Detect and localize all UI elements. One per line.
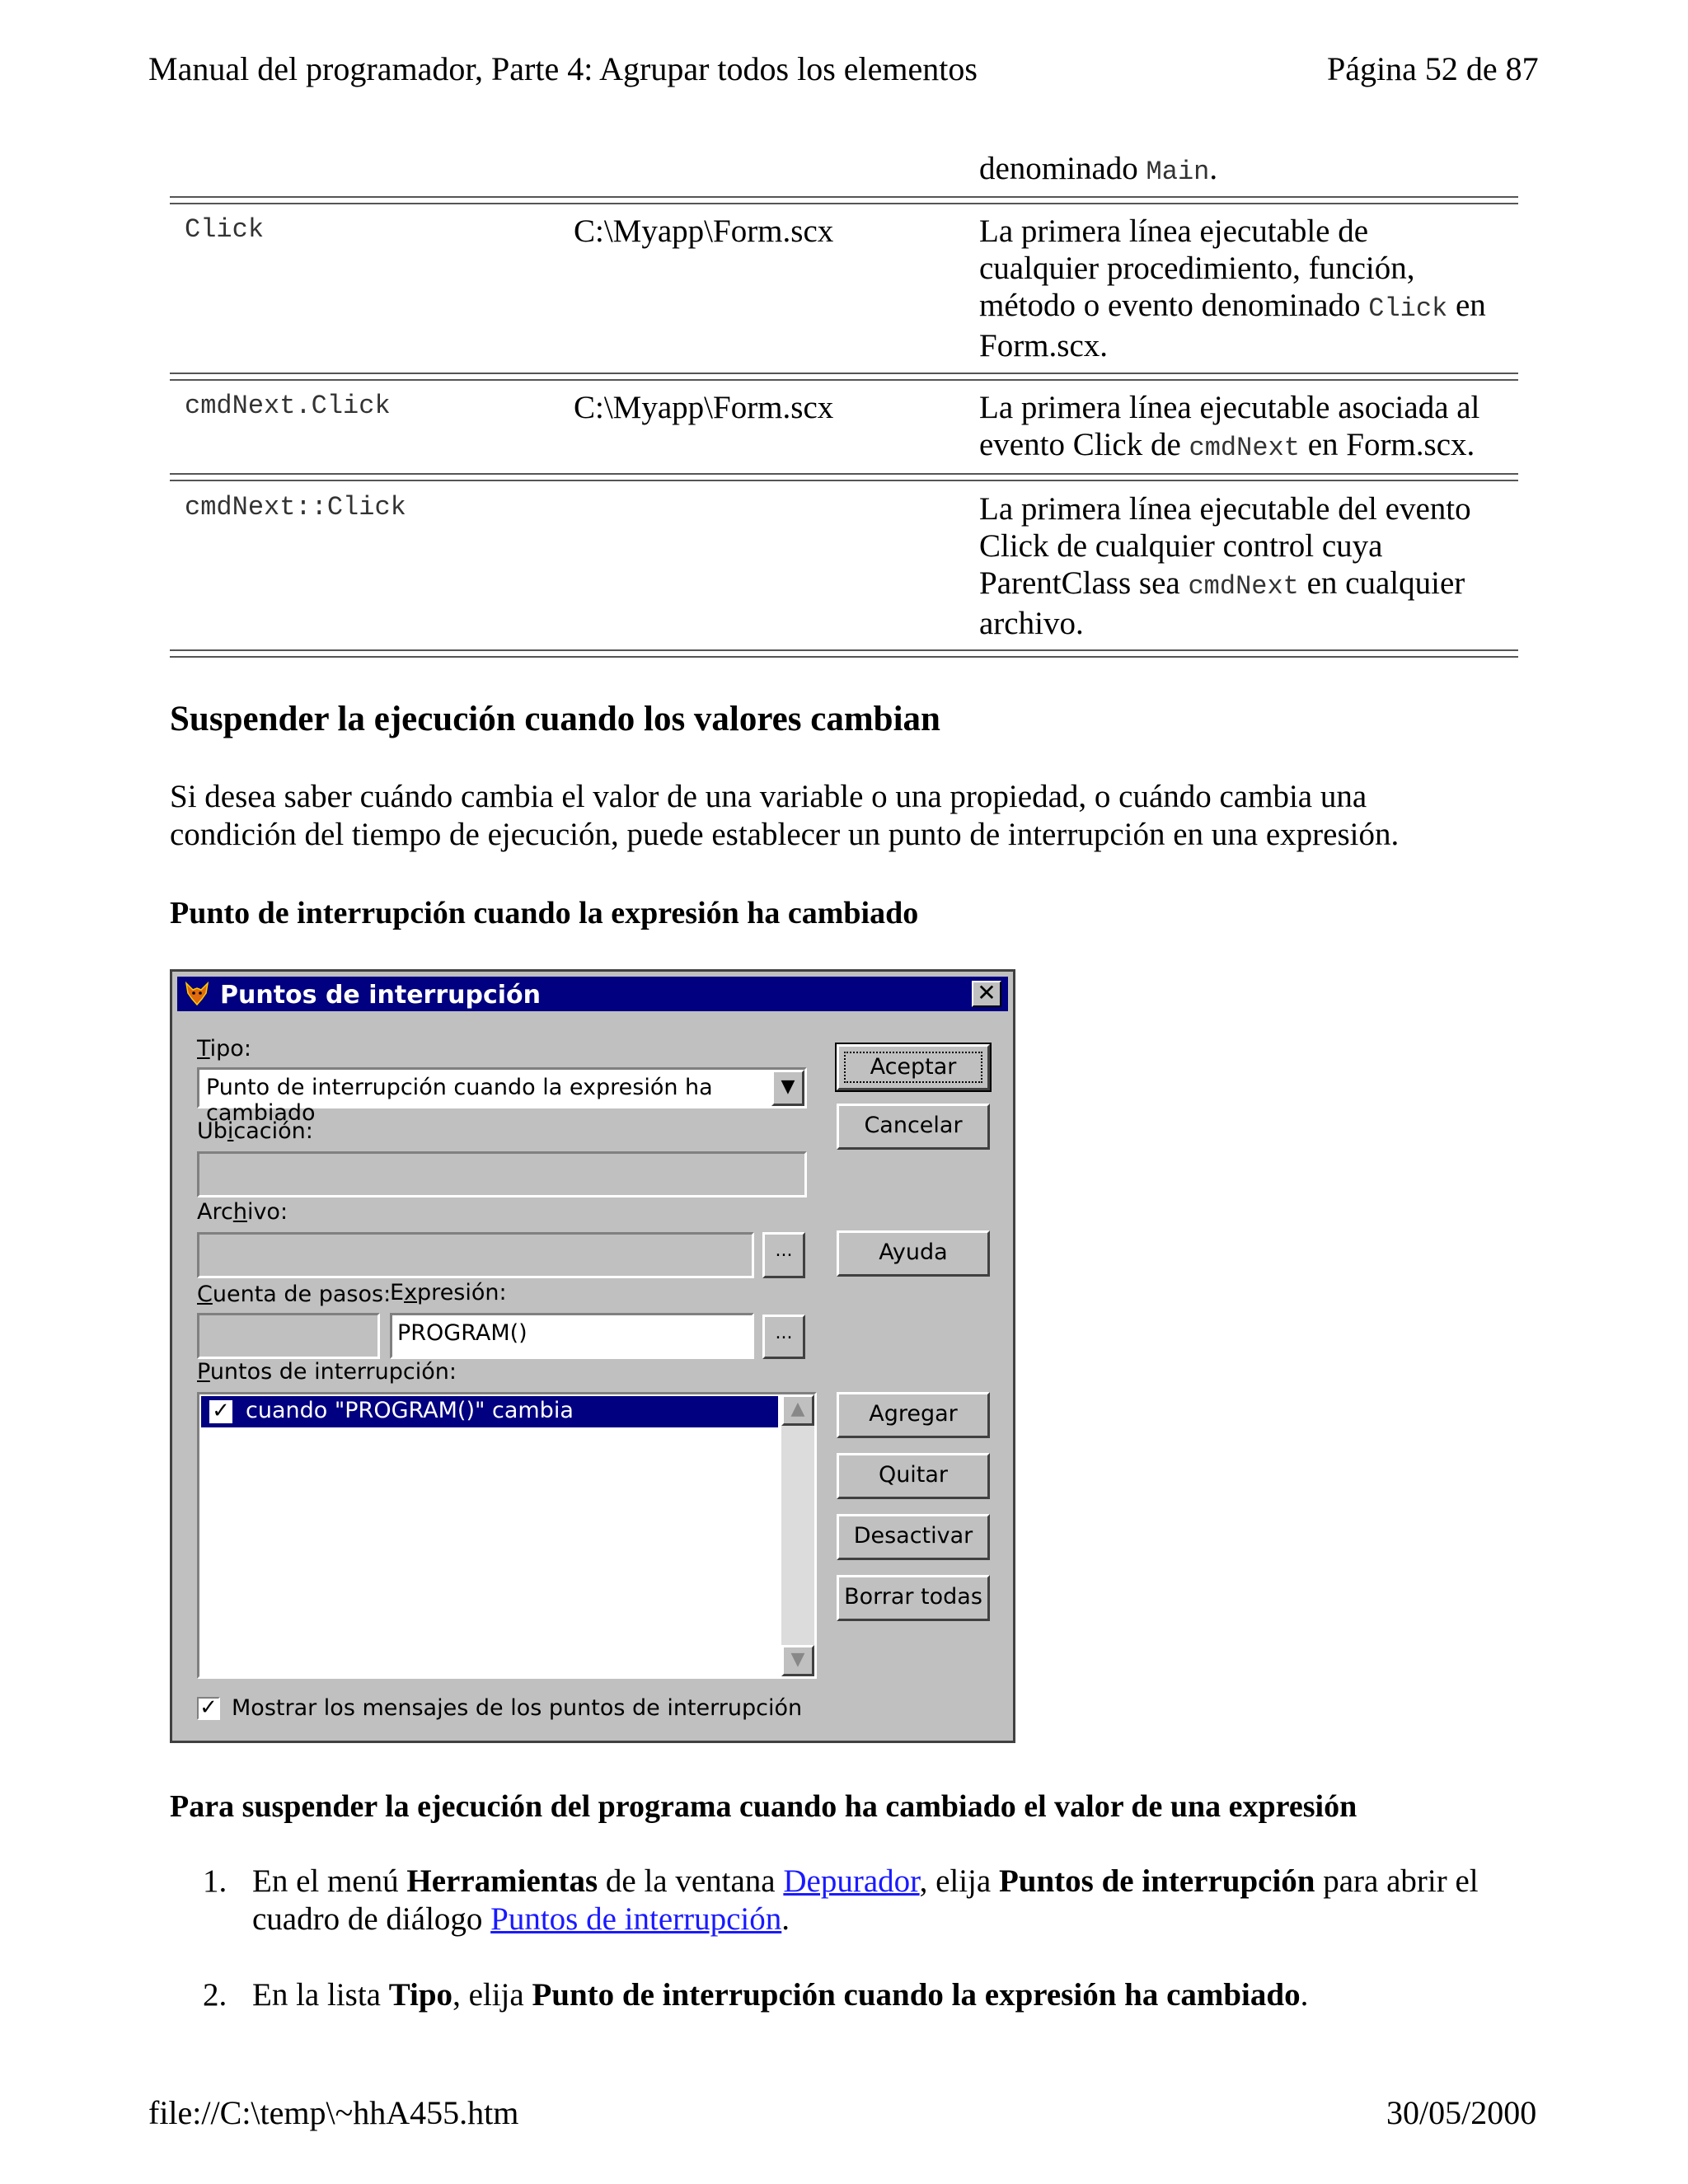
chevron-down-icon[interactable]: ▼ xyxy=(771,1070,804,1106)
table-top-desc: denominado Main. xyxy=(979,151,1218,187)
table-cell-name: cmdNext::Click xyxy=(185,492,406,523)
table-cell-file: C:\Myapp\Form.scx xyxy=(574,390,834,425)
ayuda-button[interactable]: Ayuda xyxy=(837,1230,990,1277)
expresion-label: Expresión: xyxy=(390,1280,507,1305)
dialog-title: Puntos de interrupción xyxy=(220,981,542,1010)
scroll-down-icon[interactable]: ▼ xyxy=(781,1645,814,1676)
list-item-checkbox[interactable]: ✓ xyxy=(209,1400,232,1423)
cancelar-button[interactable]: Cancelar xyxy=(837,1104,990,1150)
table-divider xyxy=(170,473,1518,481)
table-cell-name: Click xyxy=(185,214,265,245)
table-cell-desc: La primera línea ejecutable de cualquier procedimiento, función, método o evento denominado Click en Form.scx. xyxy=(979,213,1486,363)
scroll-up-icon[interactable]: ▲ xyxy=(781,1394,814,1426)
show-messages-checkbox[interactable]: ✓ xyxy=(197,1697,220,1720)
archivo-label: Archivo: xyxy=(197,1199,288,1225)
breakpoints-list[interactable] xyxy=(197,1392,817,1679)
archivo-browse-button[interactable]: ... xyxy=(762,1232,805,1278)
expresion-value: PROGRAM() xyxy=(397,1320,528,1346)
ubicacion-label: Ubicación: xyxy=(197,1118,313,1144)
puntos-interrupcion-link[interactable]: Puntos de interrupción xyxy=(490,1901,782,1937)
fox-icon xyxy=(184,981,210,1007)
table-divider xyxy=(170,649,1518,658)
table-cell-file: C:\Myapp\Form.scx xyxy=(574,213,834,249)
archivo-field[interactable] xyxy=(197,1232,754,1278)
table-cell-name: cmdNext.Click xyxy=(185,391,391,421)
expresion-builder-button[interactable]: ... xyxy=(762,1315,805,1359)
table-cell-desc: La primera línea ejecutable del evento Click de cualquier control cuya ParentClass sea cmdNext en cualquier archivo. xyxy=(979,491,1471,641)
list-item-label: cuando "PROGRAM()" cambia xyxy=(246,1398,574,1423)
footer-path: file://C:\temp\~hhA455.htm xyxy=(148,2094,519,2131)
aceptar-button[interactable]: Aceptar xyxy=(837,1044,990,1090)
section-paragraph: Si desea saber cuándo cambia el valor de una variable o una propiedad, o cuándo cambia una condición del tiempo de ejecución, puede establecer un punto de interrupción en una expresión. xyxy=(170,779,1400,852)
list-scrollbar[interactable] xyxy=(781,1394,814,1676)
depurador-link[interactable]: Depurador xyxy=(783,1863,920,1899)
procedure-heading: Para suspender la ejecución del programa cuando ha cambiado el valor de una expresión xyxy=(170,1789,1357,1824)
puntos-label: Puntos de interrupción: xyxy=(197,1359,457,1385)
step-number: 2. xyxy=(203,1977,227,2013)
close-icon[interactable]: ✕ xyxy=(972,981,1001,1007)
ubicacion-field[interactable] xyxy=(197,1151,807,1197)
table-cell-desc: La primera línea ejecutable asociada al evento Click de cmdNext en Form.scx. xyxy=(979,390,1480,463)
borrar-todas-button[interactable]: Borrar todas xyxy=(837,1575,990,1621)
step-number: 1. xyxy=(203,1863,227,1899)
quitar-button[interactable]: Quitar xyxy=(837,1453,990,1499)
breakpoints-dialog xyxy=(170,969,1015,1743)
list-item[interactable] xyxy=(201,1396,778,1427)
tipo-label: Tipo: xyxy=(197,1036,251,1062)
step-1: En el menú Herramientas de la ventana Depurador, elija Puntos de interrupción para abrir el cuadro de diálogo Puntos de interrupción. xyxy=(252,1863,1479,1937)
section-heading: Suspender la ejecución cuando los valores cambian xyxy=(170,700,940,738)
tipo-dropdown[interactable] xyxy=(197,1067,807,1126)
dialog-titlebar xyxy=(177,977,1008,1011)
cuenta-label: Cuenta de pasos: xyxy=(197,1282,392,1307)
page-header-title: Manual del programador, Parte 4: Agrupar todos los elementos xyxy=(148,50,978,87)
cuenta-field[interactable] xyxy=(197,1313,380,1359)
table-divider xyxy=(170,373,1518,381)
agregar-button[interactable]: Agregar xyxy=(837,1392,990,1438)
tipo-dropdown-value: Punto de interrupción cuando la expresión ha cambiado xyxy=(206,1075,713,1126)
page-number: Página 52 de 87 xyxy=(1327,50,1539,87)
show-messages-label: Mostrar los mensajes de los puntos de interrupción xyxy=(232,1695,803,1721)
expresion-field[interactable] xyxy=(390,1313,754,1359)
footer-date: 30/05/2000 xyxy=(1386,2094,1537,2131)
figure-caption: Punto de interrupción cuando la expresión ha cambiado xyxy=(170,896,919,930)
desactivar-button[interactable]: Desactivar xyxy=(837,1514,990,1560)
step-2: En la lista Tipo, elija Punto de interrupción cuando la expresión ha cambiado. xyxy=(252,1977,1309,2013)
table-divider xyxy=(170,196,1518,204)
